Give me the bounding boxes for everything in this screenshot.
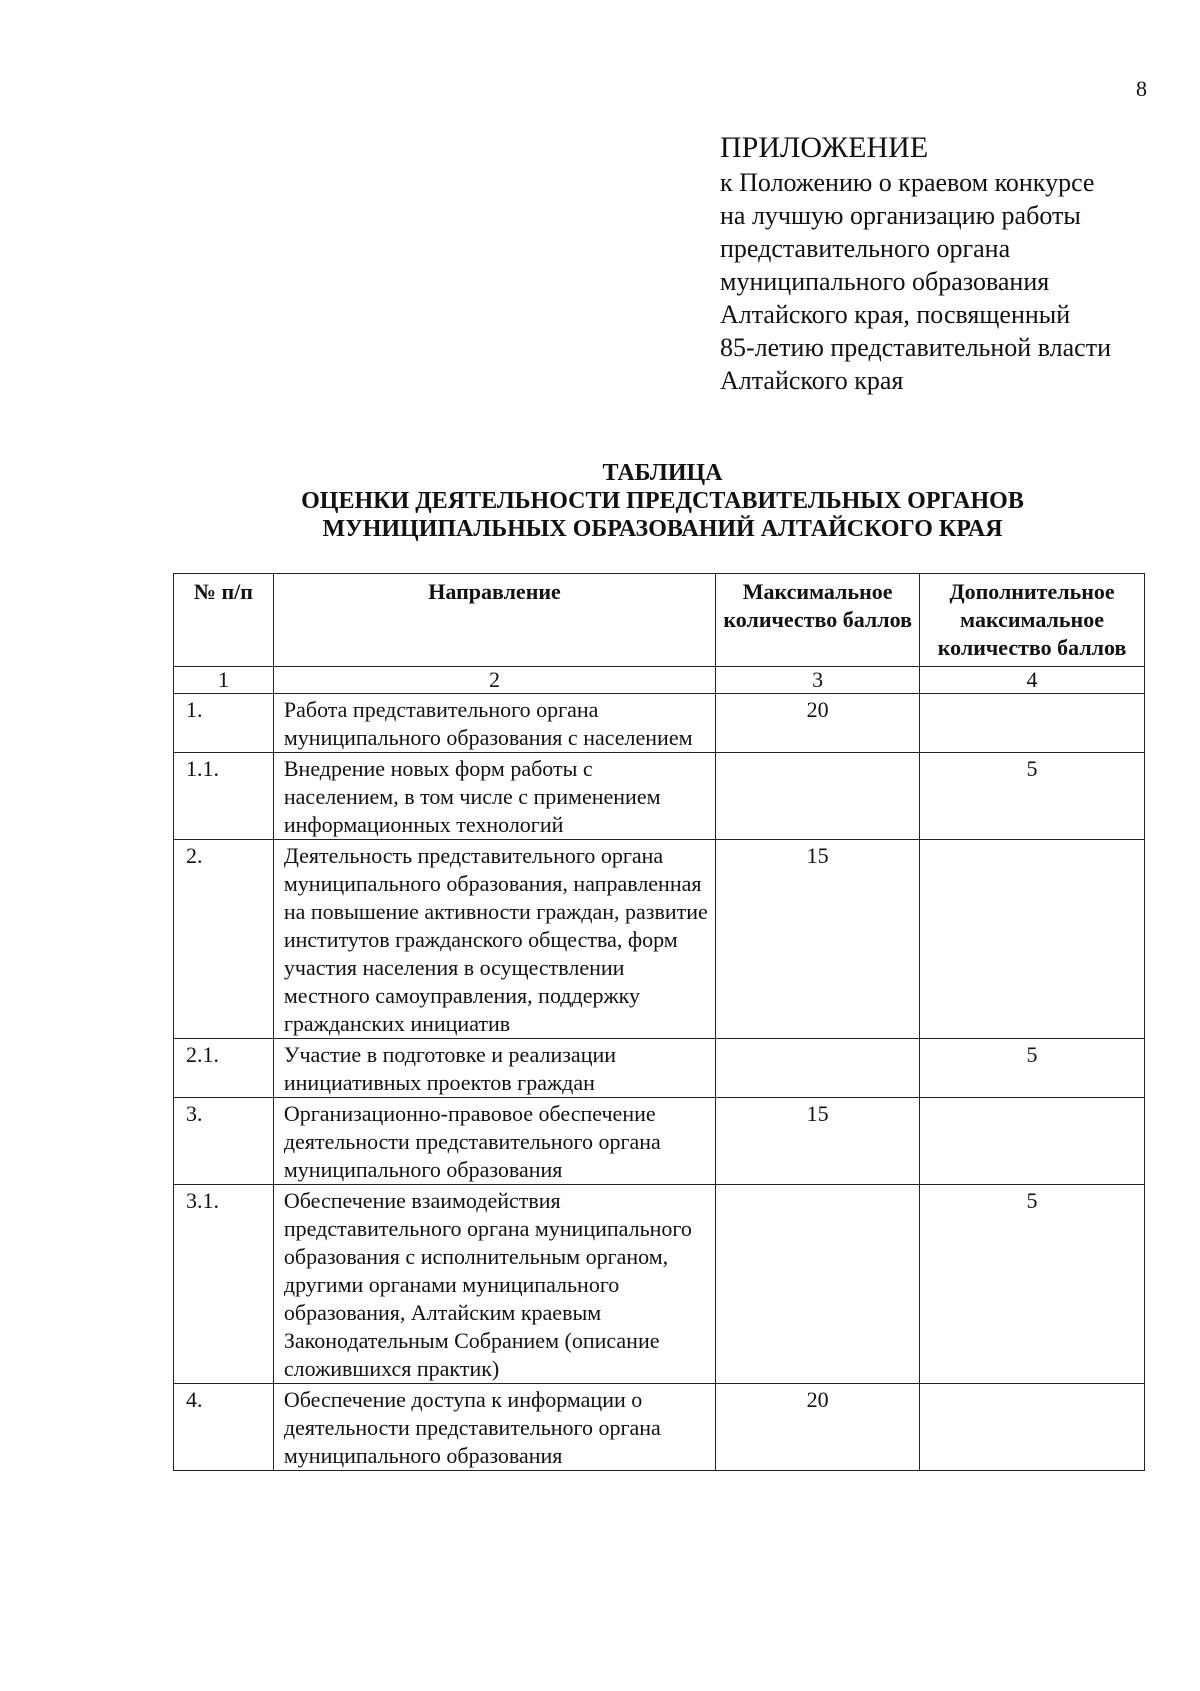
- row-max-points: 15: [716, 840, 920, 1039]
- appendix-line: Алтайского края: [720, 366, 904, 395]
- row-max-points: 20: [716, 1384, 920, 1471]
- row-max-points: 20: [716, 694, 920, 753]
- row-extra-points: 5: [920, 1185, 1145, 1384]
- page-number: 8: [1136, 76, 1147, 101]
- appendix-lines: [720, 166, 1180, 397]
- row-direction: Обеспечение доступа к информации о деятельности представительного органа муниципального образования: [273, 1384, 715, 1471]
- table-title-line: ТАБЛИЦА: [602, 460, 723, 486]
- appendix-line: к Положению о краевом конкурсе: [720, 168, 1095, 197]
- appendix-line: Алтайского края, посвященный: [720, 300, 1071, 329]
- row-number: 1.: [174, 694, 274, 753]
- appendix-heading: ПРИЛОЖЕНИЕ: [720, 131, 929, 164]
- row-max-points: [716, 753, 920, 840]
- row-max-points: [716, 1185, 920, 1384]
- header-max-points: Максимальное количество баллов: [716, 574, 920, 667]
- appendix-block: [720, 130, 1180, 397]
- appendix-line: на лучшую организацию работы: [720, 201, 1081, 230]
- header-extra-points: Дополнительное максимальное количество баллов: [920, 574, 1145, 667]
- column-number: 1: [174, 667, 274, 694]
- header-number: № п/п: [174, 574, 274, 667]
- row-max-points: [716, 1039, 920, 1098]
- table-row: [174, 753, 1145, 840]
- table-row: [174, 694, 1145, 753]
- column-number: 3: [716, 667, 920, 694]
- column-number: 2: [273, 667, 715, 694]
- row-extra-points: [920, 694, 1145, 753]
- appendix-line: муниципального образования: [720, 267, 1050, 296]
- row-direction: Работа представительного органа муниципального образования с населением: [273, 694, 715, 753]
- table-row: [174, 1039, 1145, 1098]
- row-number: 1.1.: [174, 753, 274, 840]
- table-title-line: ОЦЕНКИ ДЕЯТЕЛЬНОСТИ ПРЕДСТАВИТЕЛЬНЫХ ОРГАНОВ: [301, 488, 1024, 514]
- row-number: 2.1.: [174, 1039, 274, 1098]
- table-row: [174, 840, 1145, 1039]
- table-title-line: МУНИЦИПАЛЬНЫХ ОБРАЗОВАНИЙ АЛТАЙСКОГО КРАЯ: [322, 516, 1003, 542]
- row-direction: Внедрение новых форм работы с населением, в том числе с применением информационных технологий: [273, 753, 715, 840]
- column-number: 4: [920, 667, 1145, 694]
- table-row: [174, 1185, 1145, 1384]
- row-direction: Деятельность представительного органа муниципального образования, направленная на повышение активности граждан, развитие институтов гражданского общества, форм участия населения в осуществлении местного самоуправления, поддержку гражданских инициатив: [273, 840, 715, 1039]
- row-number: 3.: [174, 1098, 274, 1185]
- table-title: [160, 459, 1165, 543]
- row-extra-points: [920, 840, 1145, 1039]
- table-header-row: [174, 574, 1145, 667]
- header-direction: Направление: [273, 574, 715, 667]
- row-number: 4.: [174, 1384, 274, 1471]
- row-extra-points: [920, 1098, 1145, 1185]
- row-number: 2.: [174, 840, 274, 1039]
- row-number: 3.1.: [174, 1185, 274, 1384]
- row-extra-points: [920, 1384, 1145, 1471]
- row-max-points: 15: [716, 1098, 920, 1185]
- row-extra-points: 5: [920, 1039, 1145, 1098]
- row-extra-points: 5: [920, 753, 1145, 840]
- table-row: [174, 1384, 1145, 1471]
- row-direction: Участие в подготовке и реализации инициативных проектов граждан: [273, 1039, 715, 1098]
- appendix-line: представительного органа: [720, 234, 1011, 263]
- row-direction: Организационно-правовое обеспечение деятельности представительного органа муниципального образования: [273, 1098, 715, 1185]
- appendix-line: 85-летию представительной власти: [720, 333, 1111, 362]
- evaluation-table: [173, 573, 1145, 1471]
- column-numbers-row: [174, 667, 1145, 694]
- row-direction: Обеспечение взаимодействия представительного органа муниципального образования с исполнительным органом, другими органами муниципального образования, Алтайским краевым Законодательным Собранием (описание сложившихся практик): [273, 1185, 715, 1384]
- table-row: [174, 1098, 1145, 1185]
